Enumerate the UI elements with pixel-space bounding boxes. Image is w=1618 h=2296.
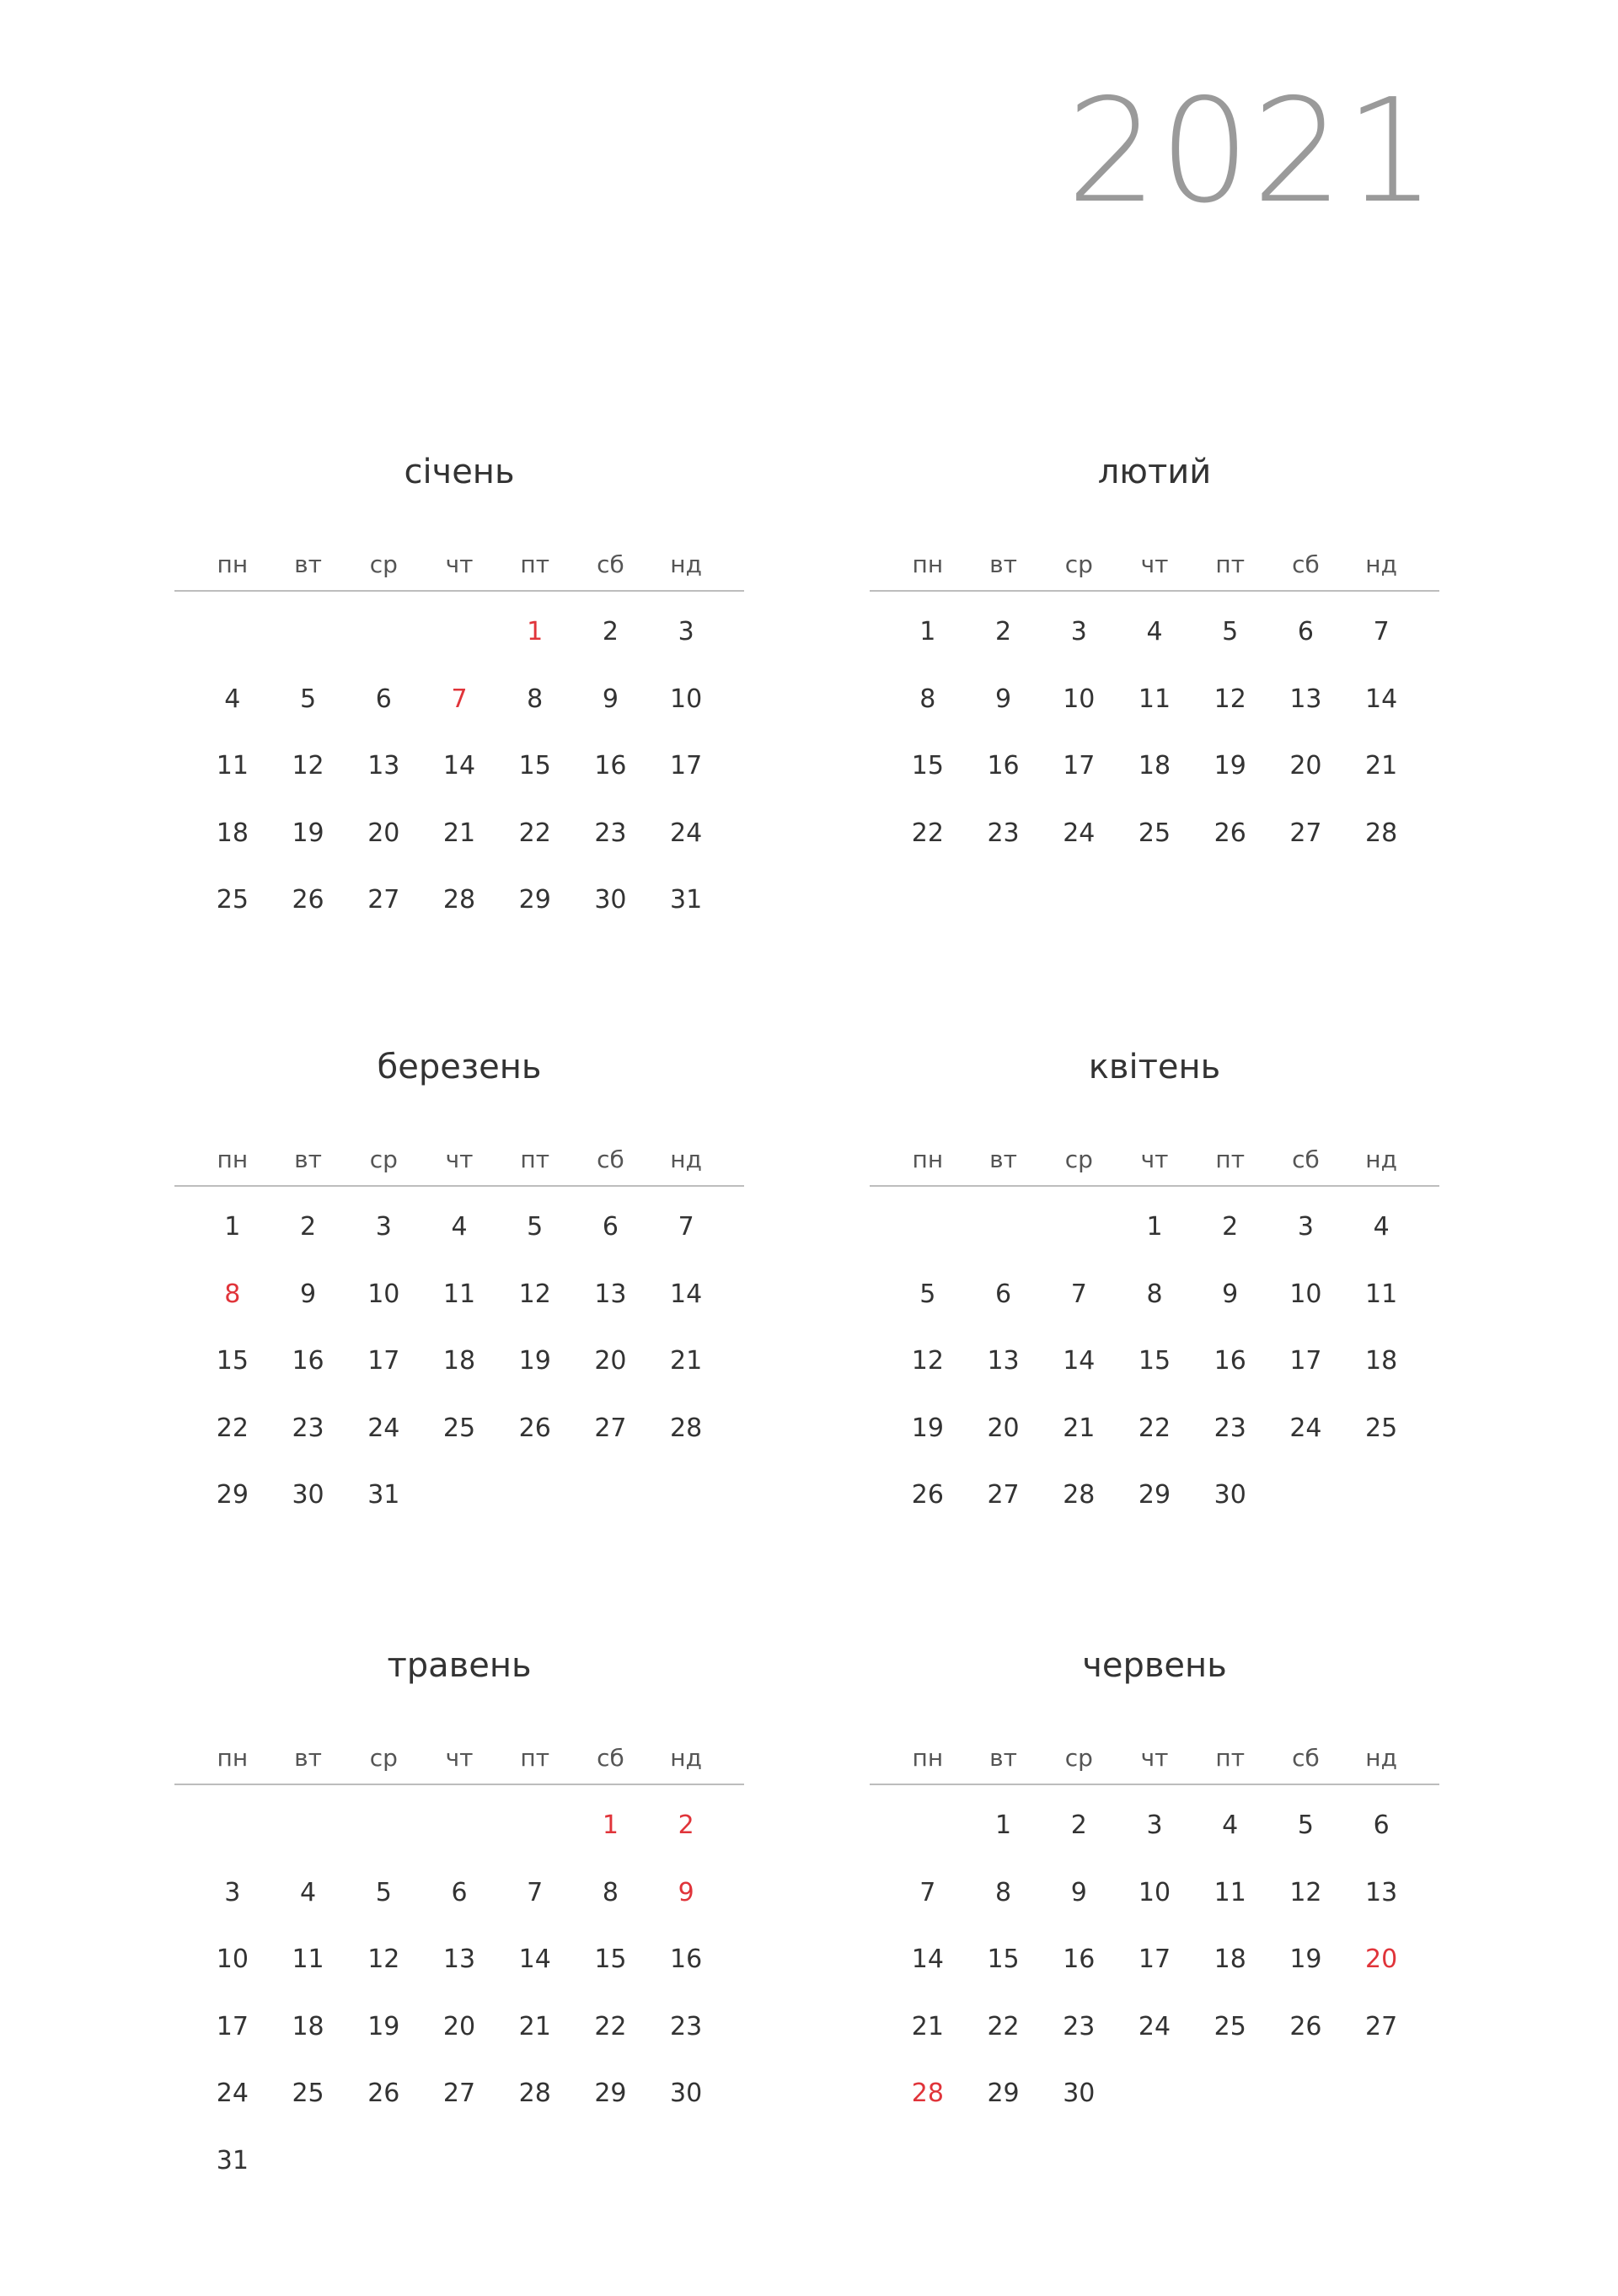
weekday-header xyxy=(174,1733,744,1785)
day-cell: 8 xyxy=(919,684,936,714)
day-cell: 6 xyxy=(1297,617,1314,646)
day-cell: 11 xyxy=(1365,1279,1398,1309)
day-cell: 30 xyxy=(670,2079,703,2108)
day-cell: 8 xyxy=(1146,1279,1163,1309)
day-cell: 21 xyxy=(442,818,476,848)
day-cell: 22 xyxy=(518,818,551,848)
day-cell: 5 xyxy=(300,684,317,714)
day-cell: 26 xyxy=(1214,818,1246,848)
day-cell: 12 xyxy=(1289,1877,1322,1907)
day-cell: 11 xyxy=(292,1945,324,1974)
day-cell: 22 xyxy=(216,1413,249,1443)
day-cell: 5 xyxy=(375,1877,392,1907)
weekday-label: чт xyxy=(1140,1145,1169,1173)
weekday-label: сб xyxy=(597,550,624,578)
holiday-day-cell: 7 xyxy=(451,684,468,714)
day-cell: 22 xyxy=(594,2011,627,2041)
day-cell: 14 xyxy=(1063,1346,1096,1376)
month-title: січень xyxy=(404,453,515,491)
day-cell: 13 xyxy=(594,1279,627,1309)
day-cell: 1 xyxy=(919,617,936,646)
day-cell: 2 xyxy=(300,1212,317,1242)
day-cell: 4 xyxy=(451,1212,468,1242)
day-cell: 15 xyxy=(911,751,944,781)
day-cell: 21 xyxy=(911,2011,944,2041)
day-cell: 22 xyxy=(911,818,944,848)
weekday-header xyxy=(870,1733,1439,1785)
day-cell: 23 xyxy=(1214,1413,1246,1443)
weekday-label: чт xyxy=(445,550,474,578)
day-cell: 19 xyxy=(518,1346,551,1376)
day-cell: 16 xyxy=(1063,1945,1096,1974)
day-cell: 6 xyxy=(995,1279,1012,1309)
holiday-day-cell: 2 xyxy=(678,1811,694,1840)
day-cell: 16 xyxy=(594,751,627,781)
day-cell: 27 xyxy=(442,2079,476,2108)
day-cell: 11 xyxy=(1138,684,1171,714)
day-cell: 28 xyxy=(442,885,476,915)
weekday-label: нд xyxy=(1365,1145,1397,1173)
day-cell: 27 xyxy=(1365,2011,1398,2041)
day-cell: 25 xyxy=(1365,1413,1398,1443)
day-cell: 3 xyxy=(1146,1811,1163,1840)
day-cell: 1 xyxy=(1146,1212,1163,1242)
day-cell: 21 xyxy=(518,2011,551,2041)
day-cell: 20 xyxy=(987,1413,1020,1443)
day-cell: 13 xyxy=(1365,1877,1398,1907)
day-cell: 26 xyxy=(367,2079,400,2108)
day-grid xyxy=(174,1792,744,2194)
weekday-label: вт xyxy=(989,1744,1017,1772)
day-cell: 19 xyxy=(1214,751,1246,781)
weekday-header xyxy=(174,539,744,592)
month-title: квітень xyxy=(1088,1048,1221,1086)
day-cell: 19 xyxy=(367,2011,400,2041)
day-cell: 18 xyxy=(216,818,249,848)
holiday-day-cell: 1 xyxy=(527,617,544,646)
weekday-label: вт xyxy=(294,550,322,578)
month-title: березень xyxy=(377,1048,542,1086)
weekday-label: нд xyxy=(1365,550,1397,578)
day-cell: 16 xyxy=(670,1945,703,1974)
weekday-label: пн xyxy=(217,550,249,578)
day-cell: 23 xyxy=(670,2011,703,2041)
weekday-label: пн xyxy=(912,1744,944,1772)
day-cell: 17 xyxy=(670,751,703,781)
weekday-label: нд xyxy=(670,550,702,578)
day-cell: 21 xyxy=(1365,751,1398,781)
day-cell: 10 xyxy=(216,1945,249,1974)
day-cell: 26 xyxy=(1289,2011,1322,2041)
day-cell: 27 xyxy=(987,1480,1020,1510)
day-cell: 8 xyxy=(527,684,544,714)
day-cell: 30 xyxy=(1063,2079,1096,2108)
day-cell: 10 xyxy=(1289,1279,1322,1309)
day-cell: 15 xyxy=(987,1945,1020,1974)
day-cell: 20 xyxy=(442,2011,476,2041)
day-cell: 5 xyxy=(919,1279,936,1309)
day-cell: 23 xyxy=(1063,2011,1096,2041)
day-cell: 14 xyxy=(442,751,476,781)
day-cell: 8 xyxy=(995,1877,1012,1907)
day-cell: 31 xyxy=(216,2145,249,2175)
day-cell: 12 xyxy=(292,751,324,781)
day-cell: 7 xyxy=(1373,617,1390,646)
day-cell: 18 xyxy=(1214,1945,1246,1974)
day-cell: 15 xyxy=(518,751,551,781)
weekday-label: сб xyxy=(1292,1744,1320,1772)
day-cell: 5 xyxy=(527,1212,544,1242)
weekday-label: чт xyxy=(445,1145,474,1173)
day-cell: 13 xyxy=(442,1945,476,1974)
day-cell: 18 xyxy=(442,1346,476,1376)
day-cell: 4 xyxy=(1222,1811,1239,1840)
holiday-day-cell: 8 xyxy=(224,1279,241,1309)
day-cell: 1 xyxy=(224,1212,241,1242)
weekday-label: ср xyxy=(1064,1744,1093,1772)
day-cell: 15 xyxy=(1138,1346,1171,1376)
day-cell: 18 xyxy=(1365,1346,1398,1376)
day-cell: 6 xyxy=(375,684,392,714)
day-cell: 14 xyxy=(670,1279,703,1309)
day-cell: 4 xyxy=(300,1877,317,1907)
weekday-header xyxy=(870,1135,1439,1187)
weekday-label: пн xyxy=(217,1145,249,1173)
weekday-label: пн xyxy=(217,1744,249,1772)
day-cell: 28 xyxy=(518,2079,551,2108)
day-cell: 10 xyxy=(367,1279,400,1309)
weekday-label: сб xyxy=(597,1145,624,1173)
weekday-label: нд xyxy=(1365,1744,1397,1772)
day-cell: 30 xyxy=(594,885,627,915)
holiday-day-cell: 20 xyxy=(1365,1945,1398,1974)
year-title: 2021 xyxy=(1066,68,1438,235)
weekday-header xyxy=(174,1135,744,1187)
day-cell: 21 xyxy=(670,1346,703,1376)
day-grid xyxy=(174,598,744,934)
weekday-label: пн xyxy=(912,550,944,578)
day-cell: 2 xyxy=(1222,1212,1239,1242)
day-grid xyxy=(174,1194,744,1529)
day-cell: 3 xyxy=(1070,617,1087,646)
holiday-day-cell: 9 xyxy=(678,1877,694,1907)
day-cell: 7 xyxy=(1070,1279,1087,1309)
day-cell: 9 xyxy=(1222,1279,1239,1309)
day-cell: 25 xyxy=(292,2079,324,2108)
day-cell: 7 xyxy=(919,1877,936,1907)
day-cell: 24 xyxy=(1138,2011,1171,2041)
day-cell: 9 xyxy=(995,684,1012,714)
weekday-label: ср xyxy=(369,1145,398,1173)
day-cell: 2 xyxy=(602,617,619,646)
month-may xyxy=(174,1640,744,2194)
day-cell: 28 xyxy=(1365,818,1398,848)
month-january xyxy=(174,447,744,934)
day-grid xyxy=(870,598,1439,866)
day-cell: 6 xyxy=(451,1877,468,1907)
day-cell: 16 xyxy=(987,751,1020,781)
day-cell: 12 xyxy=(367,1945,400,1974)
day-cell: 3 xyxy=(1297,1212,1314,1242)
day-cell: 24 xyxy=(1063,818,1096,848)
day-cell: 16 xyxy=(292,1346,324,1376)
day-cell: 29 xyxy=(216,1480,249,1510)
day-cell: 9 xyxy=(602,684,619,714)
day-cell: 25 xyxy=(442,1413,476,1443)
month-march xyxy=(174,1042,744,1529)
day-cell: 27 xyxy=(594,1413,627,1443)
day-cell: 24 xyxy=(216,2079,249,2108)
day-cell: 29 xyxy=(594,2079,627,2108)
weekday-label: сб xyxy=(1292,1145,1320,1173)
day-cell: 20 xyxy=(594,1346,627,1376)
day-cell: 23 xyxy=(987,818,1020,848)
weekday-label: нд xyxy=(670,1744,702,1772)
day-cell: 22 xyxy=(987,2011,1020,2041)
day-cell: 29 xyxy=(1138,1480,1171,1510)
weekday-label: ср xyxy=(369,1744,398,1772)
day-cell: 4 xyxy=(1146,617,1163,646)
weekday-label: сб xyxy=(597,1744,624,1772)
day-cell: 25 xyxy=(1214,2011,1246,2041)
day-cell: 27 xyxy=(1289,818,1322,848)
day-cell: 19 xyxy=(911,1413,944,1443)
day-cell: 10 xyxy=(1063,684,1096,714)
day-cell: 23 xyxy=(292,1413,324,1443)
weekday-label: вт xyxy=(294,1744,322,1772)
day-cell: 28 xyxy=(670,1413,703,1443)
day-cell: 8 xyxy=(602,1877,619,1907)
month-title: лютий xyxy=(1097,453,1212,491)
day-cell: 17 xyxy=(216,2011,249,2041)
day-cell: 11 xyxy=(442,1279,476,1309)
weekday-label: ср xyxy=(1064,1145,1093,1173)
day-grid xyxy=(870,1194,1439,1529)
day-cell: 18 xyxy=(292,2011,324,2041)
day-cell: 3 xyxy=(678,617,694,646)
day-grid xyxy=(870,1792,1439,2127)
day-cell: 4 xyxy=(1373,1212,1390,1242)
day-cell: 9 xyxy=(1070,1877,1087,1907)
day-cell: 6 xyxy=(602,1212,619,1242)
weekday-label: сб xyxy=(1292,550,1320,578)
day-cell: 27 xyxy=(367,885,400,915)
holiday-day-cell: 1 xyxy=(602,1811,619,1840)
day-cell: 18 xyxy=(1138,751,1171,781)
day-cell: 26 xyxy=(292,885,324,915)
day-cell: 2 xyxy=(1070,1811,1087,1840)
weekday-label: ср xyxy=(369,550,398,578)
month-april xyxy=(870,1042,1439,1529)
day-cell: 7 xyxy=(678,1212,694,1242)
day-cell: 15 xyxy=(594,1945,627,1974)
day-cell: 15 xyxy=(216,1346,249,1376)
month-february xyxy=(870,447,1439,866)
day-cell: 13 xyxy=(367,751,400,781)
weekday-label: пт xyxy=(1215,1145,1246,1173)
day-cell: 6 xyxy=(1373,1811,1390,1840)
day-cell: 12 xyxy=(518,1279,551,1309)
day-cell: 21 xyxy=(1063,1413,1096,1443)
weekday-label: вт xyxy=(989,1145,1017,1173)
day-cell: 10 xyxy=(1138,1877,1171,1907)
day-cell: 22 xyxy=(1138,1413,1171,1443)
day-cell: 11 xyxy=(1214,1877,1246,1907)
day-cell: 5 xyxy=(1297,1811,1314,1840)
day-cell: 12 xyxy=(1214,684,1246,714)
day-cell: 24 xyxy=(1289,1413,1322,1443)
day-cell: 3 xyxy=(224,1877,241,1907)
weekday-label: пт xyxy=(520,1145,550,1173)
day-cell: 2 xyxy=(995,617,1012,646)
day-cell: 24 xyxy=(367,1413,400,1443)
month-june xyxy=(870,1640,1439,2127)
holiday-day-cell: 28 xyxy=(911,2079,944,2108)
day-cell: 5 xyxy=(1222,617,1239,646)
day-cell: 14 xyxy=(1365,684,1398,714)
weekday-label: вт xyxy=(294,1145,322,1173)
weekday-label: пт xyxy=(520,1744,550,1772)
day-cell: 26 xyxy=(911,1480,944,1510)
weekday-label: пт xyxy=(1215,550,1246,578)
day-cell: 20 xyxy=(367,818,400,848)
weekday-label: чт xyxy=(1140,550,1169,578)
weekday-header xyxy=(870,539,1439,592)
day-cell: 7 xyxy=(527,1877,544,1907)
month-title: червень xyxy=(1082,1646,1227,1685)
day-cell: 29 xyxy=(987,2079,1020,2108)
day-cell: 26 xyxy=(518,1413,551,1443)
day-cell: 31 xyxy=(670,885,703,915)
day-cell: 4 xyxy=(224,684,241,714)
day-cell: 16 xyxy=(1214,1346,1246,1376)
day-cell: 31 xyxy=(367,1480,400,1510)
day-cell: 10 xyxy=(670,684,703,714)
day-cell: 25 xyxy=(1138,818,1171,848)
day-cell: 17 xyxy=(1063,751,1096,781)
weekday-label: пн xyxy=(912,1145,944,1173)
weekday-label: чт xyxy=(1140,1744,1169,1772)
day-cell: 19 xyxy=(292,818,324,848)
day-cell: 29 xyxy=(518,885,551,915)
day-cell: 30 xyxy=(1214,1480,1246,1510)
day-cell: 13 xyxy=(987,1346,1020,1376)
day-cell: 14 xyxy=(518,1945,551,1974)
weekday-label: ср xyxy=(1064,550,1093,578)
day-cell: 19 xyxy=(1289,1945,1322,1974)
weekday-label: нд xyxy=(670,1145,702,1173)
day-cell: 23 xyxy=(594,818,627,848)
day-cell: 9 xyxy=(300,1279,317,1309)
day-cell: 24 xyxy=(670,818,703,848)
day-cell: 1 xyxy=(995,1811,1012,1840)
day-cell: 14 xyxy=(911,1945,944,1974)
weekday-label: вт xyxy=(989,550,1017,578)
day-cell: 17 xyxy=(1138,1945,1171,1974)
day-cell: 20 xyxy=(1289,751,1322,781)
day-cell: 30 xyxy=(292,1480,324,1510)
weekday-label: пт xyxy=(520,550,550,578)
weekday-label: пт xyxy=(1215,1744,1246,1772)
day-cell: 3 xyxy=(375,1212,392,1242)
day-cell: 13 xyxy=(1289,684,1322,714)
day-cell: 25 xyxy=(216,885,249,915)
weekday-label: чт xyxy=(445,1744,474,1772)
day-cell: 17 xyxy=(367,1346,400,1376)
day-cell: 11 xyxy=(216,751,249,781)
day-cell: 12 xyxy=(911,1346,944,1376)
day-cell: 28 xyxy=(1063,1480,1096,1510)
month-title: травень xyxy=(387,1646,532,1685)
day-cell: 17 xyxy=(1289,1346,1322,1376)
